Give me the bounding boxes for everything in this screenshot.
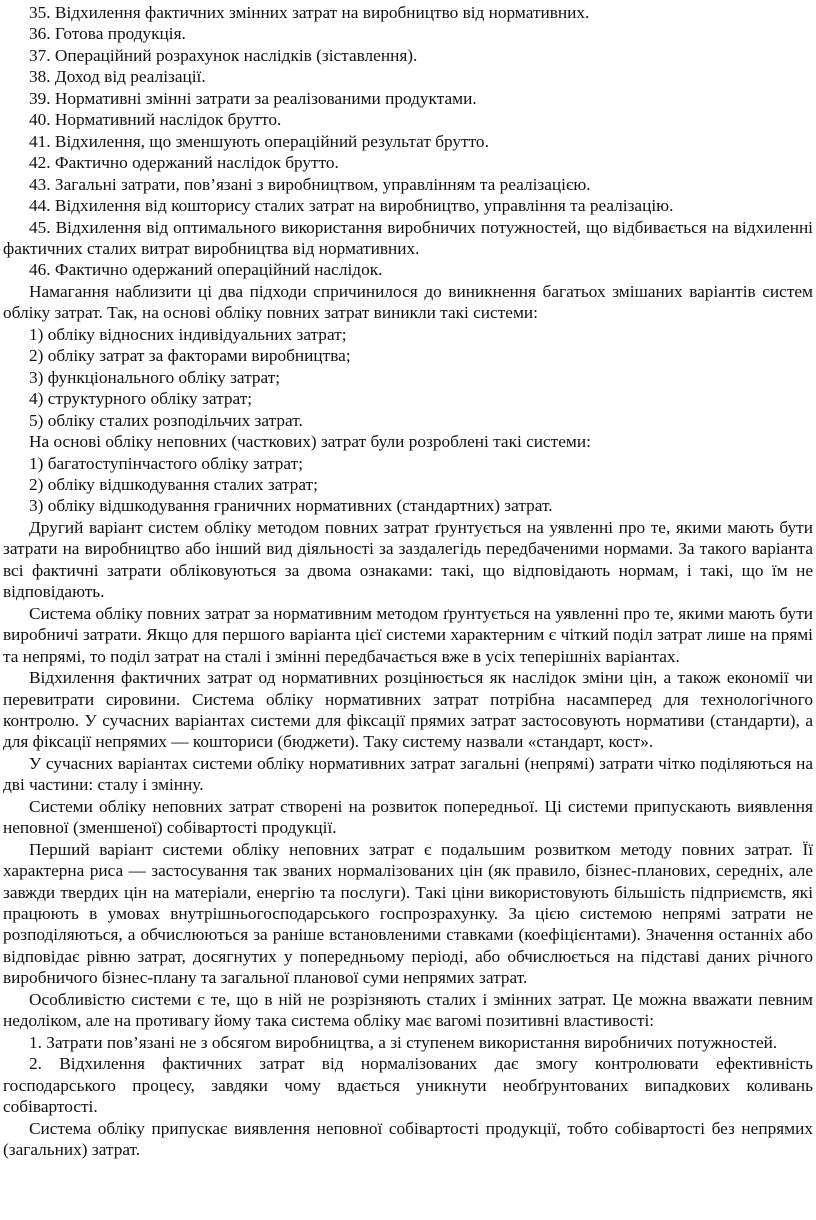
list-item: 44. Відхилення від кошторису сталих затрат на виробництво, управління та реалізацію.: [29, 196, 674, 216]
paragraph-deviations: Відхилення фактичних затрат од нормативних розцінюється як наслідок зміни цін, а також економії чи перевитрати сировини. Система обліку нормативних затрат потрібна насамперед для технологічного контролю. У сучасних варіантах системи для фіксації прямих затрат застосовують нормативи (стандарти), а для фіксації непрямих — кошториси (бюджети). Таку систему назвали «стандарт, кост».: [3, 668, 813, 752]
list-item: 3) обліку відшкодування граничних нормативних (стандартних) затрат.: [29, 496, 553, 516]
list-item: 36. Готова продукція.: [29, 24, 186, 44]
list-item: 1) обліку відносних індивідуальних затрат;: [29, 324, 347, 344]
list-item: 2) обліку відшкодування сталих затрат;: [29, 474, 318, 494]
list-item: 42. Фактично одержаний наслідок брутто.: [29, 153, 339, 173]
paragraph-partial-systems: Системи обліку неповних затрат створені на розвиток попередньої. Ці системи припускають виявлення неповної (зменшеної) собівартості продукції.: [3, 796, 813, 838]
list-item: 5) обліку сталих розподільчих затрат.: [29, 410, 303, 430]
list-item: 46. Фактично одержаний операційний наслідок.: [29, 260, 383, 280]
list-item: 35. Відхилення фактичних змінних затрат на виробництво від нормативних.: [29, 3, 590, 22]
paragraph-feature: Особливістю системи є те, що в ній не розрізняють сталих і змінних затрат. Це можна вважати певним недоліком, але на противагу йому така система обліку має вагомі позитивні властивості:: [3, 989, 813, 1031]
list-item: 1) багатоступінчастого обліку затрат;: [29, 453, 304, 473]
list-item: 1. Затрати пов’язані не з обсягом виробництва, а зі ступенем використання виробничих потужностей.: [29, 1032, 778, 1052]
list-item: 4) структурного обліку затрат;: [29, 389, 253, 409]
paragraph-intro: Намагання наблизити ці два підходи спричинилося до виникнення багатьох змішаних варіантів систем обліку затрат. Так, на основі обліку повних затрат виникли такі системи:: [3, 281, 813, 323]
list-item: 2. Відхилення фактичних затрат від нормалізованих дає змогу контролювати ефективність господарського процесу, завдяки чому вдається уникнути необґрунтованих випадкових коливань собівартості.: [3, 1054, 813, 1117]
list-item: 45. Відхилення від оптимального використання виробничих потужностей, що відбивається на відхиленні фактичних сталих витрат виробництва від нормативних.: [3, 217, 813, 258]
list-item: 43. Загальні затрати, пов’язані з виробництвом, управлінням та реалізацією.: [29, 174, 591, 194]
paragraph-normative-method: Система обліку повних затрат за нормативним методом ґрунтується на уявленні про те, якими мають бути виробничі затрати. Якщо для першого варіанта цієї системи характерним є чіткий поділ затрат лише на прямі та непрямі, то поділ затрат на сталі і змінні передбачається вже в усіх теперішніх варіантах.: [3, 603, 813, 666]
paragraph-modern-variants: У сучасних варіантах системи обліку нормативних затрат загальні (непрямі) затрати чітко поділяються на дві частини: сталу і змінну.: [3, 753, 813, 795]
paragraph-last: Система обліку припускає виявлення неповної собівартості продукції, тобто собівартості без непрямих (загальних) затрат.: [3, 1118, 813, 1160]
list-item: 40. Нормативний наслідок брутто.: [29, 110, 282, 130]
list-item: 41. Відхилення, що зменшують операційний результат брутто.: [29, 131, 489, 151]
paragraph-second-variant: Другий варіант систем обліку методом повних затрат ґрунтується на уявленні про те, якими мають бути затрати на виробництво або інший вид діяльності за заздалегідь передбаченими нормами. За такого варіанта всі фактичні затрати обліковуються за двома ознаками: такі, що відповідають нормам, і такі, що їм не відповідають.: [3, 517, 813, 602]
paragraph-first-variant: Перший варіант системи обліку неповних затрат є подальшим розвитком методу повних затрат. Її характерна риса — застосування так званих нормалізованих цін (як правило, бізнес-планових, середніх, але завжди твердих цін на матеріали, енергію та послуги). Такі ціни використовують більшість підприємств, які працюють в умовах внутрішньогосподарського госпрозрахунку. За цією системою непрямі затрати не розподіляються, а обчислюються за раніше встановленими ставками (коефіцієнтами). Значення останніх або відповідає рівню затрат, досягнутих у попередньому періоді, або обчислюється на підставі даних річного виробничого бізнес-плану та загальної планової суми непрямих затрат.: [3, 839, 813, 988]
list-item: 38. Доход від реалізації.: [29, 67, 206, 87]
list-item: 37. Операційний розрахунок наслідків (зіставлення).: [29, 45, 418, 65]
paragraph-partial-intro: На основі обліку неповних (часткових) затрат були розроблені такі системи:: [29, 432, 591, 452]
list-item: 2) обліку затрат за факторами виробництва;: [29, 346, 351, 366]
list-item: 3) функціонального обліку затрат;: [29, 367, 281, 387]
list-item: 39. Нормативні змінні затрати за реалізованими продуктами.: [29, 88, 477, 108]
